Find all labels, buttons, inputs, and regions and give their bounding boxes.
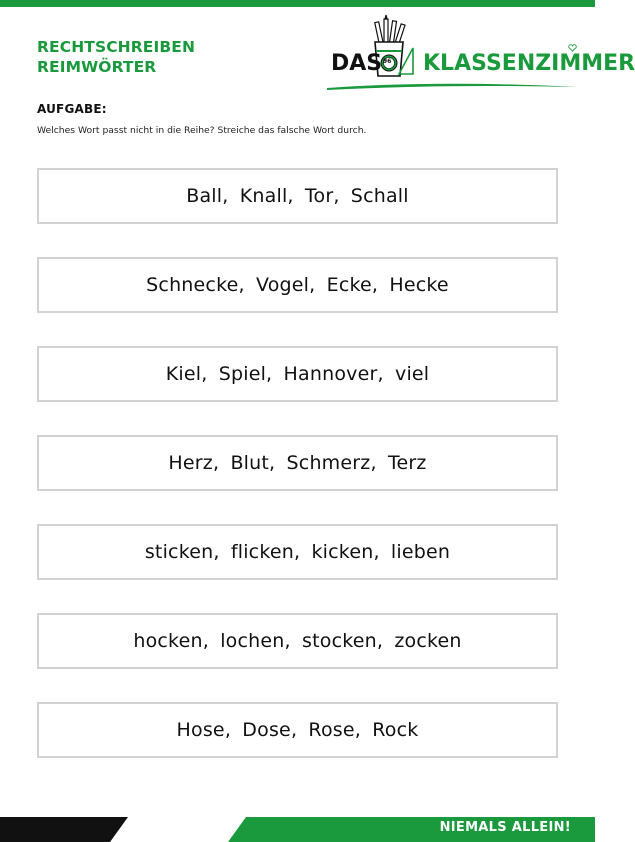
footer-slogan: NIEMALS ALLEIN!: [439, 820, 571, 835]
word-row-text: Kiel, Spiel, Hannover, viel: [165, 363, 430, 385]
footer-black-bar: [0, 817, 128, 842]
word-row-text: hocken, lochen, stocken, zocken: [133, 630, 462, 652]
word-row-text: sticken, flicken, kicken, lieben: [144, 541, 451, 563]
word-row-box[interactable]: [37, 702, 558, 758]
heart-icon: [568, 44, 577, 52]
word-row-text: Ball, Knall, Tor, Schall: [186, 185, 409, 207]
task-instruction: Welches Wort passt nicht in die Reihe? Streiche das falsche Wort durch.: [37, 125, 367, 136]
word-row-box[interactable]: [37, 524, 558, 580]
word-row-box[interactable]: [37, 613, 558, 669]
word-row-text: Schnecke, Vogel, Ecke, Hecke: [146, 274, 449, 296]
task-heading: AUFGABE:: [37, 102, 107, 116]
das-klassenzimmer-logo: [325, 18, 635, 94]
top-accent-stripe: [0, 0, 595, 7]
logo-swoosh-underline: [325, 78, 580, 92]
word-row-text: Hose, Dose, Rose, Rock: [176, 719, 419, 741]
title-line-2: REIMWÖRTER: [37, 58, 157, 76]
word-row-box[interactable]: [37, 346, 558, 402]
word-row-text: Herz, Blut, Schmerz, Terz: [168, 452, 427, 474]
logo-text-klassenzimmer: KLASSENZIMMER: [423, 51, 635, 76]
word-rows: [37, 168, 558, 791]
logo-badge-number: 96: [383, 58, 392, 65]
word-row-box[interactable]: [37, 435, 558, 491]
worksheet-title: [37, 37, 195, 77]
word-row-box[interactable]: [37, 257, 558, 313]
title-line-1: RECHTSCHREIBEN: [37, 38, 196, 56]
logo-text-das: DAS: [331, 51, 383, 76]
word-row-box[interactable]: [37, 168, 558, 224]
